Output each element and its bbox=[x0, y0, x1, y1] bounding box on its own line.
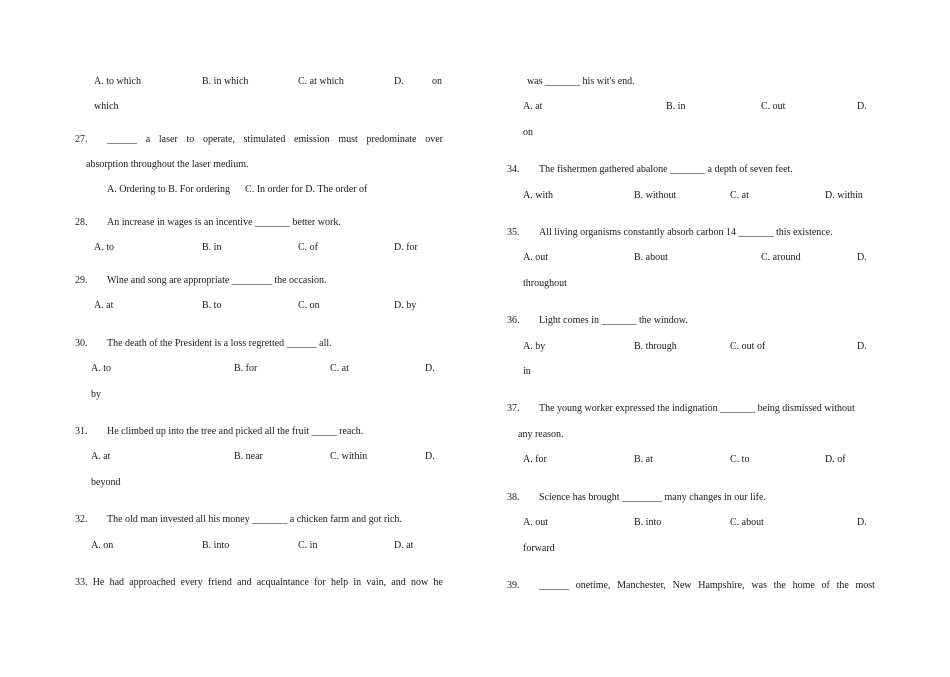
option-d: D. within bbox=[825, 190, 863, 201]
word: the bbox=[836, 580, 849, 591]
question-text: The old man invested all his money _______ a chicken farm and got rich. bbox=[107, 514, 402, 525]
word: he bbox=[433, 577, 443, 588]
option-a: A. on bbox=[91, 540, 114, 551]
word: over bbox=[425, 134, 443, 145]
option-a: A. at bbox=[523, 101, 543, 112]
option-d: D. at bbox=[394, 540, 414, 551]
question-number: 34. bbox=[507, 164, 520, 175]
question-number: 29. bbox=[75, 275, 88, 286]
option-c: C. within bbox=[330, 451, 368, 462]
option-c: C. at which bbox=[298, 76, 344, 87]
option-d: D. bbox=[394, 76, 404, 87]
question-number: 28. bbox=[75, 217, 88, 228]
question-number: 27. bbox=[75, 134, 88, 145]
word: New bbox=[672, 580, 692, 591]
question-number: 38. bbox=[507, 492, 520, 503]
word: vain, bbox=[366, 577, 387, 588]
question-text: The death of the President is a loss regretted ______ all. bbox=[107, 338, 332, 349]
option-d: D. bbox=[425, 451, 435, 462]
option-a: A. by bbox=[523, 341, 546, 352]
option-c: C. in bbox=[298, 540, 318, 551]
word: was bbox=[751, 580, 767, 591]
option-b: B. near bbox=[234, 451, 263, 462]
question-39-line1 bbox=[539, 580, 875, 592]
option-d: D. by bbox=[394, 300, 417, 311]
word: approached bbox=[129, 577, 176, 588]
option-a: A. at bbox=[94, 300, 114, 311]
word: emission bbox=[294, 134, 330, 145]
word: ______ bbox=[107, 134, 137, 145]
option-d-wrap: forward bbox=[523, 543, 555, 554]
option-d: D. bbox=[857, 341, 867, 352]
word: home bbox=[792, 580, 815, 591]
question-text: The young worker expressed the indignation _______ being dismissed without bbox=[539, 403, 855, 414]
option-a: A. for bbox=[523, 454, 547, 465]
question-number: 39. bbox=[507, 580, 520, 591]
word: ______ bbox=[539, 580, 569, 591]
word: in bbox=[353, 577, 362, 588]
option-a: A. out bbox=[523, 252, 548, 263]
option-c: C. on bbox=[298, 300, 320, 311]
option-b: B. into bbox=[634, 517, 662, 528]
word: the bbox=[773, 580, 786, 591]
question-33-line1 bbox=[75, 577, 443, 589]
option-d: D. of bbox=[825, 454, 846, 465]
question-number: 30. bbox=[75, 338, 88, 349]
option-d-wrap: in bbox=[523, 366, 531, 377]
word: Hampshire, bbox=[698, 580, 745, 591]
option-c: C. at bbox=[330, 363, 349, 374]
option-d: D. bbox=[857, 101, 867, 112]
word: help bbox=[330, 577, 349, 588]
option-b: B. about bbox=[634, 252, 668, 263]
word: had bbox=[109, 577, 125, 588]
question-27-line1 bbox=[107, 134, 443, 146]
option-c: C. to bbox=[730, 454, 750, 465]
option-a: A. to bbox=[94, 242, 114, 253]
option-c: C. out of bbox=[730, 341, 766, 352]
option-c: C. out bbox=[761, 101, 786, 112]
option-d: D. bbox=[857, 517, 867, 528]
word: stimulated bbox=[243, 134, 286, 145]
option-b: B. in which bbox=[202, 76, 249, 87]
option-c: C. about bbox=[730, 517, 764, 528]
question-27-options: A. Ordering to B. For ordering C. In order for D. The order of bbox=[107, 184, 368, 195]
word: onetime, bbox=[575, 580, 611, 591]
option-b: B. to bbox=[202, 300, 222, 311]
word: now bbox=[410, 577, 429, 588]
option-b: B. without bbox=[634, 190, 677, 201]
question-text: was _______ his wit's end. bbox=[527, 76, 635, 87]
word: a bbox=[145, 134, 151, 145]
word: of bbox=[821, 580, 830, 591]
question-number: 36. bbox=[507, 315, 520, 326]
word: Manchester, bbox=[617, 580, 666, 591]
question-number: 31. bbox=[75, 426, 88, 437]
word: and bbox=[391, 577, 406, 588]
option-a: A. out bbox=[523, 517, 548, 528]
option-d-text: on bbox=[432, 76, 442, 87]
question-number: 35. bbox=[507, 227, 520, 238]
question-text: Wine and song are appropriate ________ the occasion. bbox=[107, 275, 327, 286]
word: operate, bbox=[203, 134, 235, 145]
word: must bbox=[338, 134, 358, 145]
option-a: A. to which bbox=[94, 76, 141, 87]
word: He bbox=[92, 577, 105, 588]
word: for bbox=[314, 577, 326, 588]
option-a: A. with bbox=[523, 190, 553, 201]
word: most bbox=[855, 580, 875, 591]
question-text: All living organisms constantly absorb carbon 14 _______ this existence. bbox=[539, 227, 833, 238]
question-number: 32. bbox=[75, 514, 88, 525]
question-27-line2: absorption throughout the laser medium. bbox=[86, 159, 249, 170]
word: and bbox=[237, 577, 252, 588]
word: predominate bbox=[366, 134, 417, 145]
question-text: Light comes in _______ the window. bbox=[539, 315, 688, 326]
option-a: A. at bbox=[91, 451, 111, 462]
option-d: D. for bbox=[394, 242, 418, 253]
question-text: An increase in wages is an incentive _______ better work. bbox=[107, 217, 341, 228]
option-d-wrap: by bbox=[91, 389, 101, 400]
option-b: B. into bbox=[202, 540, 230, 551]
option-d-wrap: on bbox=[523, 127, 533, 138]
word: laser bbox=[158, 134, 178, 145]
question-number: 37. bbox=[507, 403, 520, 414]
question-text: He climbed up into the tree and picked all the fruit _____ reach. bbox=[107, 426, 364, 437]
question-number: 33. bbox=[75, 577, 88, 588]
option-b: B. through bbox=[634, 341, 677, 352]
option-b: B. in bbox=[666, 101, 686, 112]
option-d: D. bbox=[425, 363, 435, 374]
word: acquaintance bbox=[256, 577, 309, 588]
option-d: D. bbox=[857, 252, 867, 263]
question-text: The fishermen gathered abalone _______ a depth of seven feet. bbox=[539, 164, 793, 175]
option-b: B. at bbox=[634, 454, 653, 465]
question-text-line2: any reason. bbox=[518, 429, 564, 440]
option-c: C. at bbox=[730, 190, 749, 201]
option-b: B. for bbox=[234, 363, 258, 374]
option-d-wrap: throughout bbox=[523, 278, 567, 289]
option-c: C. of bbox=[298, 242, 318, 253]
option-c: C. around bbox=[761, 252, 801, 263]
word: every bbox=[180, 577, 203, 588]
option-a: A. to bbox=[91, 363, 111, 374]
question-text: Science has brought ________ many changes in our life. bbox=[539, 492, 766, 503]
option-d-wrap: beyond bbox=[91, 477, 121, 488]
option-b: B. in bbox=[202, 242, 222, 253]
option-d-wrap: which bbox=[94, 101, 119, 112]
word: friend bbox=[207, 577, 232, 588]
word: to bbox=[186, 134, 195, 145]
